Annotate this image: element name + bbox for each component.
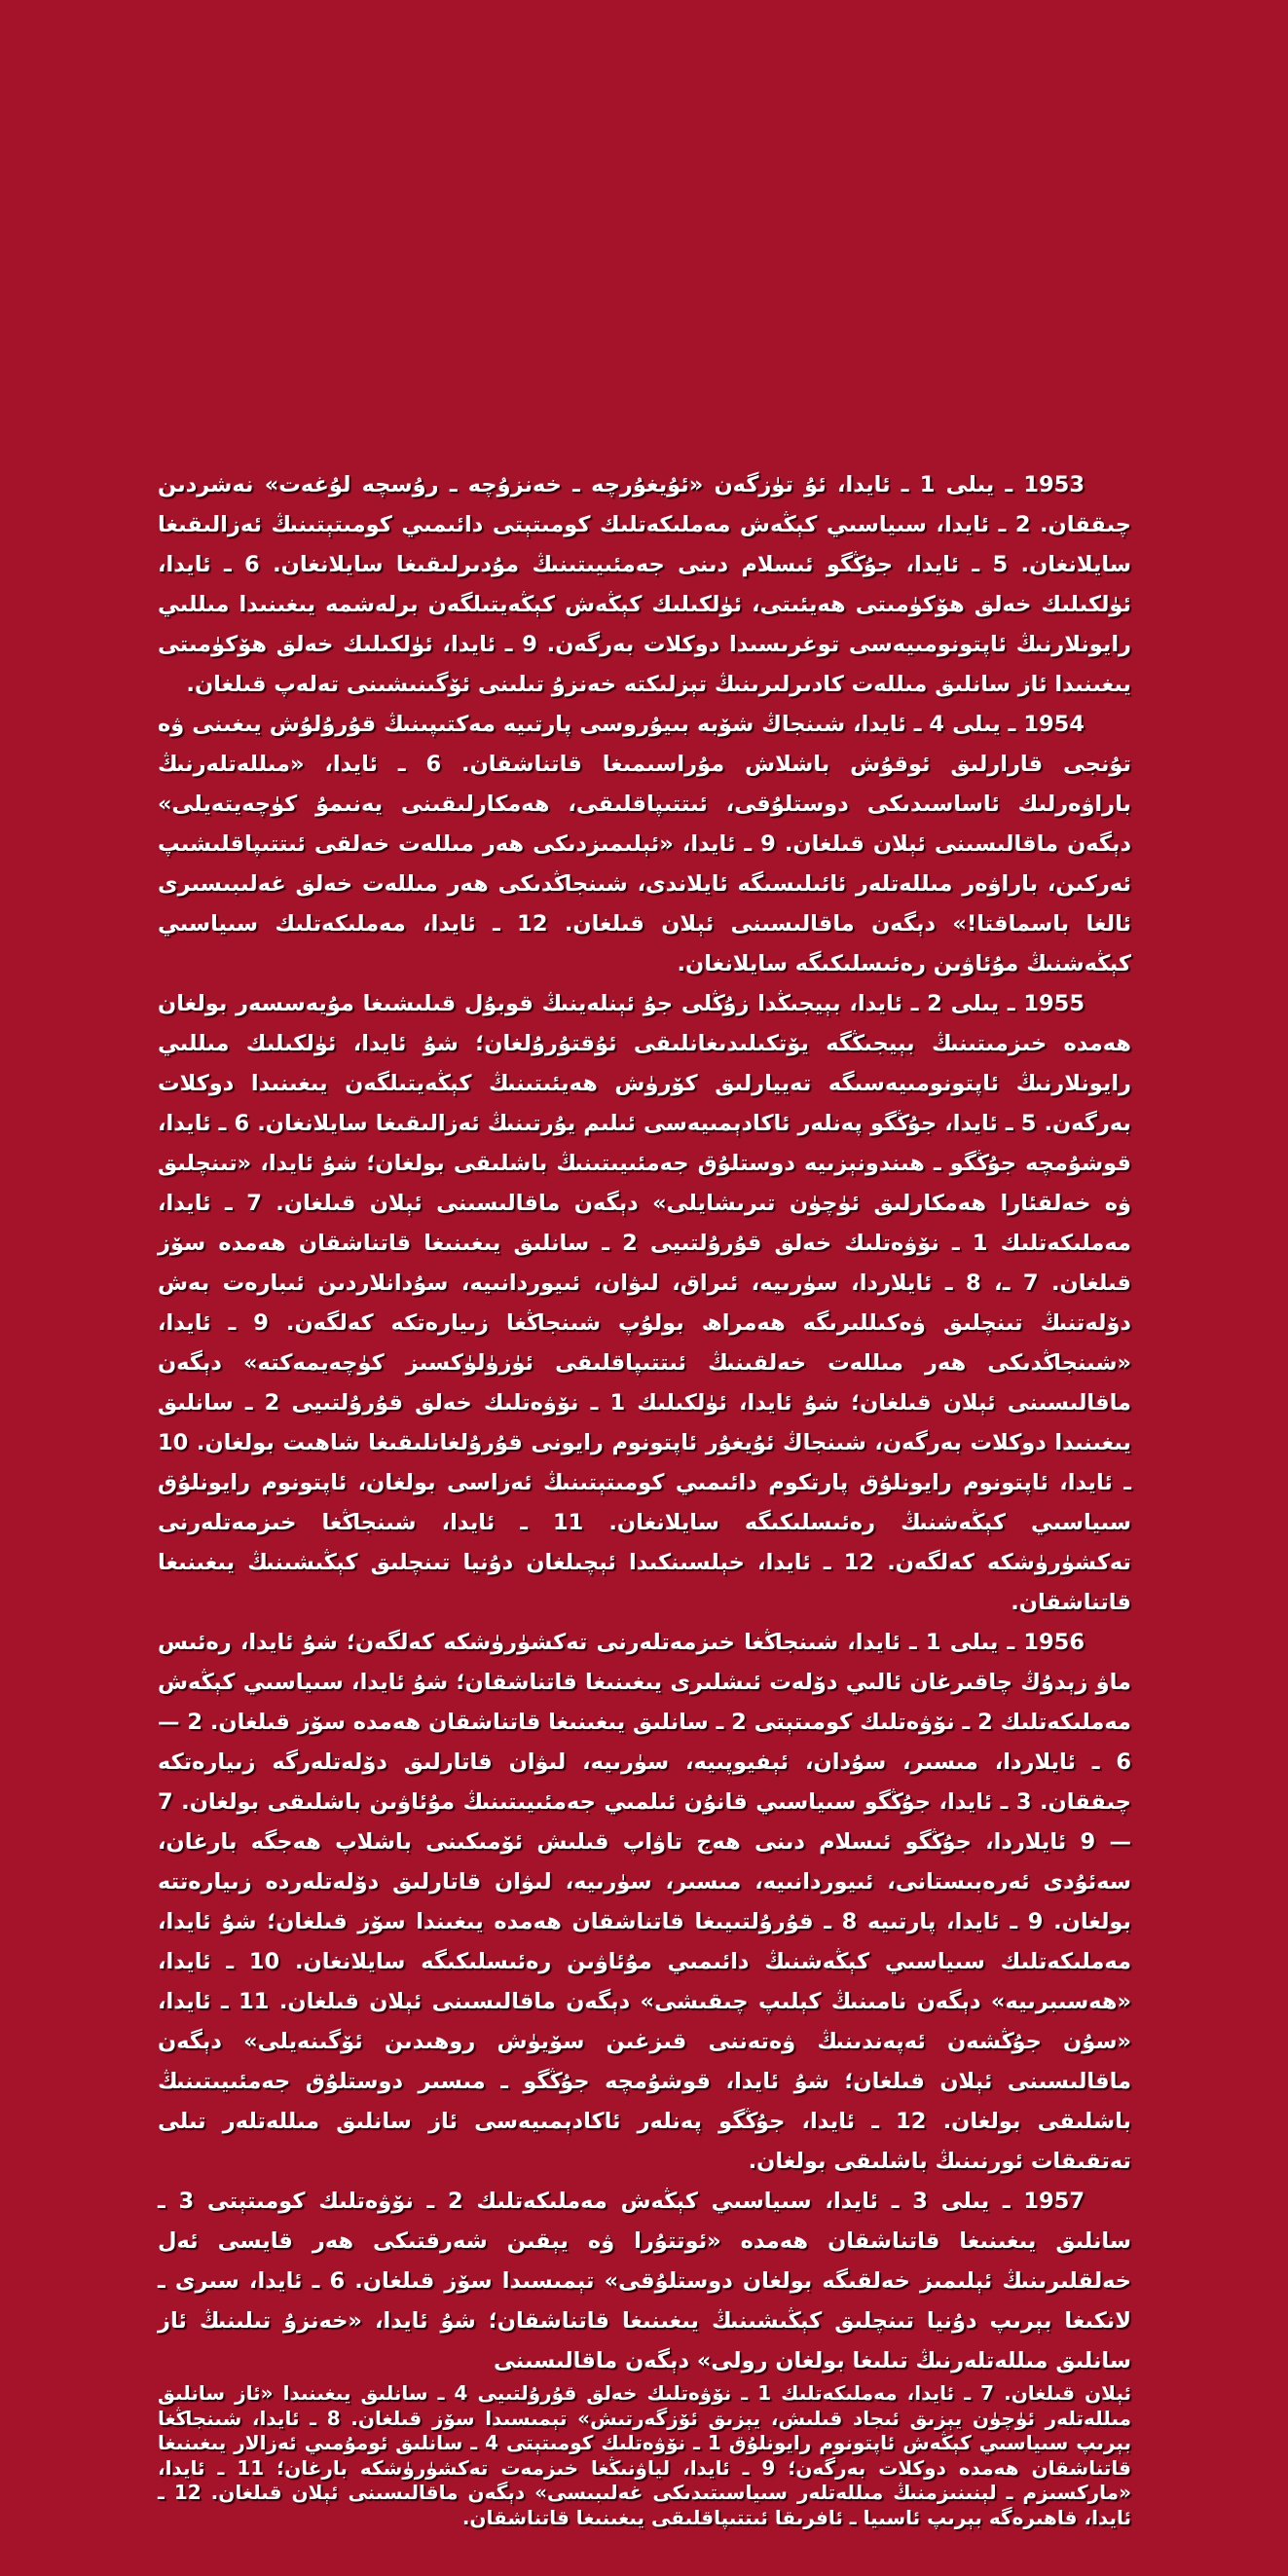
paragraph-1957-continued: ئېلان قىلغان. 7 ـ ئايدا، مەملىكەتلىك 1 ـ نۆۋەتلىك خەلق قۇرۇلتىيى 4 ـ سانلىق يىغىنىدا «ئاز سانلىق مىللەتلەر ئۈچۈن يېزىق ئىجاد قىلىش، يېزىق ئۆزگەرتىش» تېمىسىدا سۆز قىلغان. 8 ـ ئايدا، شىنجاڭغا بېرىپ سىياسىي كېڭەش ئاپتونوم رايونلۇق 1 ـ نۆۋەتلىك كومىتېتى 4 ـ سانلىق ئومۇمىي ئەزالار يىغىنىغا قاتناشقان ھەمدە دوكلات بەرگەن؛ 9 ـ ئايدا، لياۋنىڭغا خىزمەت تەكشۈرۈشكە بارغان؛ 11 ـ ئايدا، «ماركسىزم ـ لېنىنىزمنىڭ مىللەتلەر سىياسىتىدىكى غەلىبىسى» دېگەن ماقالىسىنى ئېلان قىلغان. 12 ـ ئايدا، قاھىرەگە بېرىپ ئاسىيا ـ ئافرىقا ئىتتىپاقلىقى يىغىنىغا قاتناشقان.: [158, 2381, 1131, 2529]
paragraph-1955: 1955 ـ يىلى 2 ـ ئايدا، بېيجىڭدا زۇڭلى جۇ ئېنلەينىڭ قوبۇل قىلىشىغا مۇيەسسەر بولغان ھەمدە خىزمىتىنىڭ بېيجىڭگە يۆتكىلىدىغانلىقى ئۇقتۇرۇلغان؛ شۇ ئايدا، ئۈلكىلىك مىللىي رايونلارنىڭ ئاپتونومىيەسىگە تەييارلىق كۆرۈش ھەيئىتىنىڭ كېڭەيتىلگەن يىغىنىدا دوكلات بەرگەن. 5 ـ ئايدا، جۇڭگو پەنلەر ئاكادېمىيەسى ئىلىم يۇرتىنىڭ ئەزالىقىغا سايلانغان. 6 ـ ئايدا، قوشۇمچە جۇڭگو ـ ھىندونېزىيە دوستلۇق جەمئىيىتىنىڭ باشلىقى بولغان؛ شۇ ئايدا، «تىنچلىق ۋە خەلقئارا ھەمكارلىق ئۈچۈن تىرىشايلى» دېگەن ماقالىسىنى ئېلان قىلغان. 7 ـ ئايدا، مەملىكەتلىك 1 ـ نۆۋەتلىك خەلق قۇرۇلتىيى 2 ـ سانلىق يىغىنىغا قاتناشقان ھەمدە سۆز قىلغان. 7 ـ، 8 ـ ئايلاردا، سۈرىيە، ئىراق، لىۋان، ئىيوردانىيە، سۇدانلاردىن ئىبارەت بەش دۆلەتنىڭ تىنچلىق ۋەكىللىرىگە ھەمراھ بولۇپ شىنجاڭغا زىيارەتكە كەلگەن. 9 ـ ئايدا، «شىنجاڭدىكى ھەر مىللەت خەلقىنىڭ ئىتتىپاقلىقى ئۈزۈلۈكسىز كۈچەيمەكتە» دېگەن ماقالىسىنى ئېلان قىلغان؛ شۇ ئايدا، ئۈلكىلىك 1 ـ نۆۋەتلىك خەلق قۇرۇلتىيى 2 ـ سانلىق يىغىنىدا دوكلات بەرگەن، شىنجاڭ ئۇيغۇر ئاپتونوم رايونى قۇرۇلغانلىقىغا شاھىت بولغان. 10 ـ ئايدا، ئاپتونوم رايونلۇق پارتكوم دائىمىي كومىتېتىنىڭ ئەزاسى بولغان، ئاپتونوم رايونلۇق سىياسىي كېڭەشنىڭ رەئىسلىكىگە سايلانغان. 11 ـ ئايدا، شىنجاڭغا خىزمەتلەرنى تەكشۈرۈشكە كەلگەن. 12 ـ ئايدا، خېلسىنكىدا ئېچىلغان دۇنيا تىنچلىق كېڭىشىنىڭ يىغىنىغا قاتناشقان.: [158, 991, 1132, 1615]
biography-text: [158, 465, 1131, 2530]
paragraph-1956: 1956 ـ يىلى 1 ـ ئايدا، شىنجاڭغا خىزمەتلەرنى تەكشۈرۈشكە كەلگەن؛ شۇ ئايدا، رەئىس ماۋ زېدۇڭ چاقىرغان ئالىي دۆلەت ئىشلىرى يىغىنىغا قاتناشقان؛ شۇ ئايدا، سىياسىي كېڭەش مەملىكەتلىك 2 ـ نۆۋەتلىك كومىتېتى 2 ـ سانلىق يىغىنىغا قاتناشقان ھەمدە سۆز قىلغان. 2 — 6 ـ ئايلاردا، مىسىر، سۇدان، ئېفيوپىيە، سۈرىيە، لىۋان قاتارلىق دۆلەتلەرگە زىيارەتكە چىققان. 3 ـ ئايدا، جۇڭگو سىياسىي قانۇن ئىلمىي جەمئىيىتىنىڭ مۇئاۋىن باشلىقى بولغان. 7 — 9 ئايلاردا، جۇڭگو ئىسلام دىنى ھەج تاۋاپ قىلىش ئۆمىكىنى باشلاپ ھەجگە بارغان، سەئۇدى ئەرەبىستانى، ئىيوردانىيە، مىسىر، سۈرىيە، لىۋان قاتارلىق دۆلەتلەردە زىيارەتتە بولغان. 9 ـ ئايدا، پارتىيە 8 ـ قۇرۇلتىيىغا قاتناشقان ھەمدە يىغىندا سۆز قىلغان؛ شۇ ئايدا، مەملىكەتلىك سىياسىي كېڭەشنىڭ دائىمىي مۇئاۋىن رەئىسلىكىگە سايلانغان. 10 ـ ئايدا، «ھەسىبرىيە» دېگەن نامىنىڭ كېلىپ چىقىشى» دېگەن ماقالىسىنى ئېلان قىلغان. 11 ـ ئايدا، «سۇن جۇڭشەن ئەپەندىنىڭ ۋەتەننى قىزغىن سۆيۈش روھىدىن ئۆگىنەيلى» دېگەن ماقالىسىنى ئېلان قىلغان؛ شۇ ئايدا، قوشۇمچە جۇڭگو ـ مىسىر دوستلۇق جەمئىيىتىنىڭ باشلىقى بولغان. 12 ـ ئايدا، جۇڭگو پەنلەر ئاكادېمىيەسى ئاز سانلىق مىللەتلەر تىلى تەتقىقات ئورنىنىڭ باشلىقى بولغان.: [158, 1630, 1131, 2174]
paragraph-1953: 1953 ـ يىلى 1 ـ ئايدا، ئۇ تۈزگەن «ئۇيغۇرچە ـ خەنزۇچە ـ رۇسچە لۇغەت» نەشردىن چىققان. 2 ـ ئايدا، سىياسىي كېڭەش مەملىكەتلىك كومىتېتى دائىمىي كومىتېتىنىڭ ئەزالىقىغا سايلانغان. 5 ـ ئايدا، جۇڭگو ئىسلام دىنى جەمئىيىتىنىڭ مۇدىرلىقىغا سايلانغان. 6 ـ ئايدا، ئۈلكىلىك خەلق ھۆكۈمىتى ھەيئىتى، ئۈلكىلىك كېڭەش كېڭەيتىلگەن برلەشمە يىغىنىدا مىللىي رايونلارنىڭ ئاپتونومىيەسى توغرىسىدا دوكلات بەرگەن. 9 ـ ئايدا، ئۈلكىلىك خەلق ھۆكۈمىتى يىغىنىدا ئاز سانلىق مىللەت كادىرلىرىنىڭ تېزلىكتە خەنزۇ تىلىنى ئۆگىنىشىنى تەلەپ قىلغان.: [158, 472, 1131, 697]
paragraph-1954: 1954 ـ يىلى 4 ـ ئايدا، شىنجاڭ شۆبە بىيۇروسى پارتىيە مەكتىپىنىڭ قۇرۇلۇش يىغىنى ۋە تۇنجى قارارلىق ئوقۇش باشلاش مۇراسىمىغا قاتناشقان. 6 ـ ئايدا، «مىللەتلەرنىڭ باراۋەرلىك ئاساسىدىكى دوستلۇقى، ئىتتىپاقلىقى، ھەمكارلىقىنى يەنىمۇ كۈچەيتەيلى» دېگەن ماقالىسىنى ئېلان قىلغان. 9 ـ ئايدا، «ئېلىمىزدىكى ھەر مىللەت خەلقى ئىتتىپاقلىشىپ ئەركىن، باراۋەر مىللەتلەر ئائىلىسىگە ئايلاندى، شىنجاڭدىكى ھەر مىللەت خەلق غەلىبىسىرى ئالغا باسماقتا!» دېگەن ماقالىسىنى ئېلان قىلغان. 12 ـ ئايدا، مەملىكەتلىك سىياسىي كېڭەشنىڭ مۇئاۋىن رەئىسلىكىگە سايلانغان.: [158, 712, 1131, 976]
paragraph-1957: 1957 ـ يىلى 3 ـ ئايدا، سىياسىي كېڭەش مەملىكەتلىك 2 ـ نۆۋەتلىك كومىتېتى 3 ـ سانلىق يىغىنىغا قاتناشقان ھەمدە «ئوتتۇرا ۋە يېقىن شەرقتىكى ھەر قايسى ئەل خەلقلىرىنىڭ ئېلىمىز خەلقىگە بولغان دوستلۇقى» تېمىسىدا سۆز قىلغان. 6 ـ ئايدا، سىرى ـ لانكىغا بېرىپ دۇنيا تىنچلىق كېڭىشىنىڭ يىغىنىغا قاتناشقان؛ شۇ ئايدا، «خەنزۇ تىلىنىڭ ئاز سانلىق مىللەتلەرنىڭ تىلىغا بولغان رولى» دېگەن ماقالىسىنى: [158, 2189, 1131, 2374]
